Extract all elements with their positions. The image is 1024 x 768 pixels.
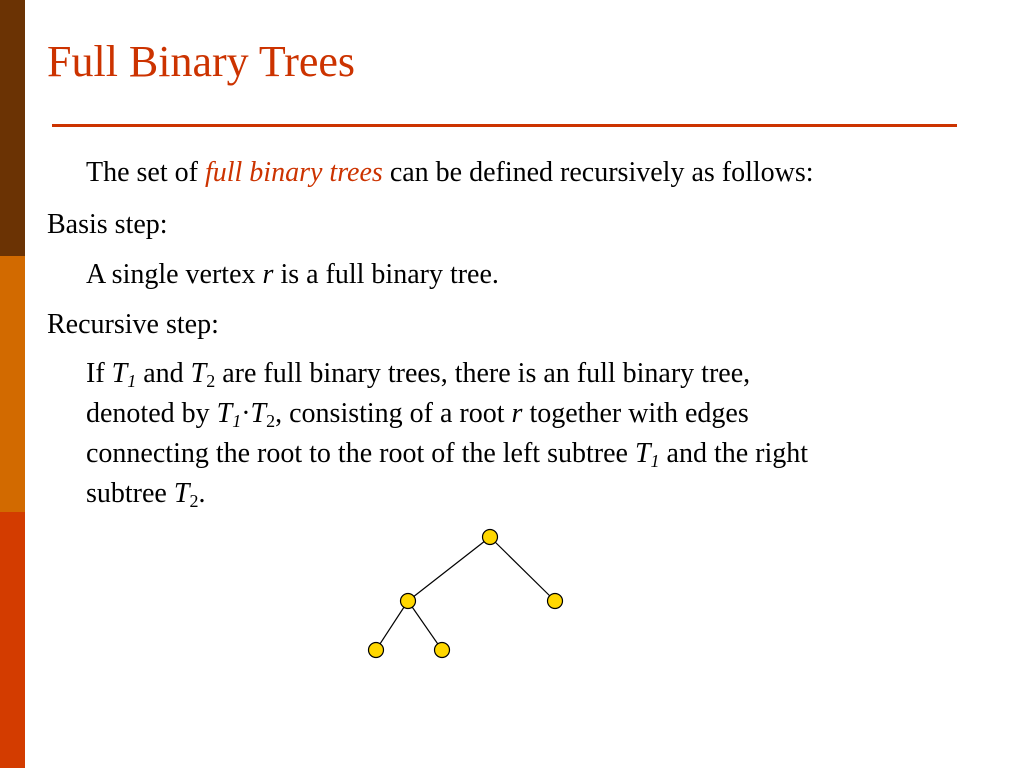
var-t: T [111, 358, 128, 389]
tree-node-right-child [548, 594, 563, 609]
edge-root-right [490, 537, 555, 601]
basis-text-before: A single vertex [86, 259, 263, 290]
tree-node-left-left-leaf [369, 643, 384, 658]
var-r: r [511, 398, 523, 429]
var-t: T [190, 358, 207, 389]
text-and: and [136, 358, 191, 389]
recursive-line-2-end: together with edges [522, 398, 749, 429]
subscript-1: 1 [127, 371, 137, 391]
var-t: T [173, 478, 190, 509]
text-if: If [86, 358, 112, 389]
subscript-1: 1 [650, 451, 660, 471]
subscript-2: 2 [266, 411, 276, 431]
text-denoted-by: denoted by [86, 398, 217, 429]
recursive-line-3-text: connecting the root to the root of the left subtree [86, 438, 635, 469]
var-t: T [250, 398, 267, 429]
var-t: T [216, 398, 233, 429]
var-t: T [634, 438, 651, 469]
edge-left-leftleaf [376, 601, 408, 650]
subscript-1: 1 [232, 411, 242, 431]
subscript-2: 2 [206, 371, 216, 391]
highlighted-term: full binary trees [204, 157, 383, 188]
period: . [198, 478, 206, 509]
intro-text-before: The set of [86, 157, 205, 188]
edge-root-left [408, 537, 490, 601]
edge-left-rightleaf [408, 601, 442, 650]
middle-dot: · [241, 398, 251, 429]
recursive-line-1-rest: are full binary trees, there is an full binary tree, [215, 358, 751, 389]
recursive-line-3-end: and the right [659, 438, 809, 469]
recursive-step-heading: Recursive step: [47, 309, 219, 340]
recursive-line-4-text: subtree [86, 478, 174, 509]
basis-step-heading: Basis step: [47, 209, 168, 240]
tree-node-left-child [401, 594, 416, 609]
intro-text-after: can be defined recursively as follows: [382, 157, 814, 188]
basis-text-after: is a full binary tree. [273, 259, 499, 290]
slide-title: Full Binary Trees [47, 37, 356, 86]
recursive-line-2-mid: , consisting of a root [275, 398, 512, 429]
basis-var-r: r [262, 259, 274, 290]
tree-node-left-right-leaf [435, 643, 450, 658]
tree-node-root [483, 530, 498, 545]
subscript-2: 2 [189, 491, 199, 511]
